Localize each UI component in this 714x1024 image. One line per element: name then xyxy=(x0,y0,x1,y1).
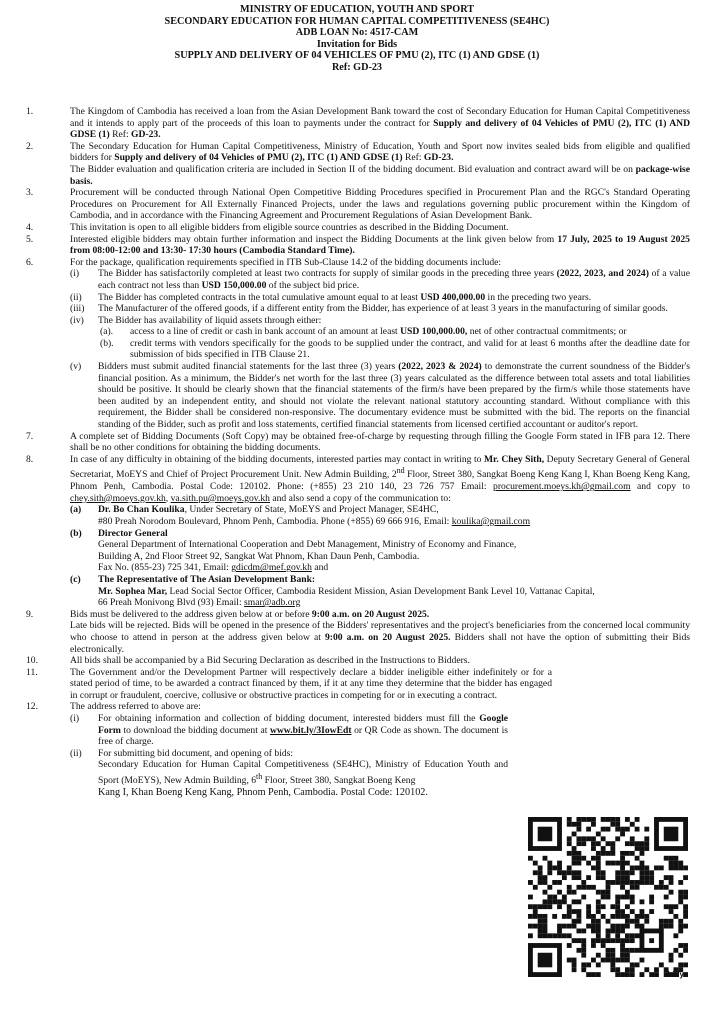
paragraph-text: Procurement will be conducted through National Open Competitive Bidding Procedures specified in Procurement Plan and the RGC's Standard Operating Procedures on Procurement for All Externally Financed Projects, under the laws and regulations governing public procurement within the Kingdom of Cambodia, and in accordance with the Financing Agreement and Procurement Regulations of Asian Development Bank. xyxy=(70,187,690,222)
paragraph-text: The address referred to above are: xyxy=(70,701,201,713)
contact-name: Mr. Sophea Mar, xyxy=(98,585,168,597)
item-number: (iii) xyxy=(70,303,85,315)
loan-number: ADB LOAN No: 4517-CAM xyxy=(295,27,419,39)
bold-text: GD-23. xyxy=(131,129,161,141)
paragraph-text: Interested eligible bidders may obtain further information and inspect the Bidding Documents at the link given below from xyxy=(70,233,558,245)
ministry-name: MINISTRY OF EDUCATION, YOUTH AND SPORT xyxy=(240,4,474,15)
koulika-email-link[interactable]: koulika@gmail.com xyxy=(451,515,531,527)
paragraph-number: 12. xyxy=(26,701,38,713)
paragraph-number: 6. xyxy=(26,256,34,268)
bold-text: 9:00 a.m. on 20 August 2025. xyxy=(311,608,430,620)
paragraph-text: For obtaining information and collection of bidding document, interested bidders must fill the xyxy=(98,713,480,725)
paragraph-text: Building A, 2nd Floor Street 92, Sangkat Wat Phnom, Khan Daun Penh, Cambodia. xyxy=(98,550,420,562)
paragraph-text: A complete set of Bidding Documents (Soft Copy) may be obtained free-of-charge by requesting through filling the Google Form stated in IFB para 12. There shall be no other conditions for obtaining the bidding documents. xyxy=(70,430,690,454)
bold-text: (2022, 2023, and 2024) xyxy=(556,268,649,280)
chey-sith-email-link[interactable]: chey.sith@moeys.gov.kh xyxy=(70,492,166,504)
qr-caption: bitly xyxy=(667,970,684,979)
reference-number: Ref: GD-23 xyxy=(331,61,383,73)
paragraph-text: and copy to xyxy=(630,481,690,493)
paragraph-number: 9. xyxy=(26,608,34,620)
gdicdm-email-link[interactable]: gdicdm@mef.gov.kh xyxy=(231,562,312,574)
requirement-iv-b xyxy=(98,338,690,361)
paragraph-number: 3. xyxy=(26,187,34,199)
contact-name: Dr. Bo Chan Koulika xyxy=(98,504,185,516)
paragraph-number: 8. xyxy=(26,453,34,465)
superscript: th xyxy=(256,772,263,782)
contact-a xyxy=(70,504,690,527)
requirement-iv xyxy=(70,315,690,361)
requirement-iv-a xyxy=(98,326,690,338)
paragraph-text: All bids shall be accompanied by a Bid Securing Declaration as described in the Instructions to Bidders. xyxy=(70,655,470,667)
contact-title: The Representative of The Asian Development Bank: xyxy=(98,573,316,585)
item-number: (b). xyxy=(100,337,114,349)
item-number: (c) xyxy=(70,573,81,585)
paragraph-text: net of other contractual commitments; or xyxy=(467,326,627,338)
paragraph-number: 10. xyxy=(26,655,38,667)
paragraph-text: Ref: xyxy=(109,129,132,141)
bold-text: package-wise basis. xyxy=(70,163,690,187)
paragraph-4 xyxy=(26,222,690,234)
paragraph-text: Ref: xyxy=(402,152,424,164)
paragraph-5 xyxy=(26,234,690,257)
paragraph-text: Bids must be delivered to the address given below at or before xyxy=(70,608,312,620)
paragraph-text: Lead Social Sector Officer, Cambodia Resident Mission, Asian Development Bank Level 10, Vattanac Capital, xyxy=(167,585,595,597)
paragraph-text: Late bids will be rejected. Bids will be opened in the presence of the Bidders' representatives and the project's beneficiaries from the concerned local community who choose to attend in person at the address given below at xyxy=(70,620,690,643)
paragraph-12 xyxy=(26,701,690,798)
paragraph-text: #80 Preah Norodom Boulevard, Phnom Penh, Cambodia. Phone (+855) 69 666 916, Email: xyxy=(98,515,452,527)
paragraph-text: Bidders shall not have the option of submitting their Bids electronically. xyxy=(70,631,690,655)
document-header xyxy=(0,0,714,74)
requirement-iii xyxy=(70,303,690,315)
paragraph-text: of the subject bid price. xyxy=(266,279,360,291)
paragraph-text: of a value each contract not less than xyxy=(98,268,690,291)
paragraph-number: 4. xyxy=(26,221,34,233)
address-i xyxy=(70,713,508,748)
paragraph-text: The Bidder has availability of liquid assets through either: xyxy=(98,314,322,326)
paragraph-text: to download the bidding document at xyxy=(120,724,270,736)
paragraph-number: 2. xyxy=(26,140,34,152)
bold-text: GD-23. xyxy=(423,152,454,164)
paragraph-8 xyxy=(26,454,690,609)
contact-b xyxy=(70,528,690,574)
paragraph-6 xyxy=(26,257,690,431)
paragraph-text: , Under Secretary of State, MoEYS and Project Manager, SE4HC, xyxy=(184,504,439,516)
item-number: (a) xyxy=(70,504,82,516)
requirement-i xyxy=(70,268,690,291)
paragraph-text: in the preceding two years. xyxy=(485,291,592,303)
va-sith-email-link[interactable]: va.sith.pu@moeys.gov.kh xyxy=(170,492,270,504)
paragraph-9 xyxy=(26,609,690,655)
paragraph-text: access to a line of credit or cash in bank account of an amount at least xyxy=(130,326,401,338)
paragraph-number: 11. xyxy=(26,666,38,678)
item-number: (i) xyxy=(70,713,80,725)
paragraph-number: 7. xyxy=(26,430,34,442)
paragraph-text: Fax No. (855-23) 725 341, Email: xyxy=(98,562,232,574)
paragraph-text: The Bidder has satisfactorily completed at least two contracts for supply of similar goods in the preceding three years xyxy=(98,268,557,280)
bold-text: Google Form xyxy=(98,713,508,736)
paragraph-text: The Bidder has completed contracts in the total cumulative amount equal to at least xyxy=(98,291,421,303)
paragraph-text: and also send a copy of the communication to: xyxy=(269,492,451,504)
bold-text: Supply and delivery of 04 Vehicles of PMU (2), ITC (1) AND GDSE (1) xyxy=(114,152,403,164)
qr-code-icon xyxy=(528,817,688,977)
item-number: (i) xyxy=(70,268,80,280)
paragraph-1 xyxy=(26,106,690,141)
bold-text: Supply and delivery of 04 Vehicles of PMU (2), ITC (1) AND GDSE (1) xyxy=(70,117,690,141)
requirement-v xyxy=(70,361,690,431)
bold-text: USD 150,000.00 xyxy=(201,279,267,291)
bitly-download-link[interactable]: www.bit.ly/3IowEdt xyxy=(269,724,352,736)
paragraph-text: In case of any difficulty in obtaining of the bidding documents, interested parties may contact in writing to xyxy=(70,453,484,465)
package-title: SUPPLY AND DELIVERY OF 04 VEHICLES OF PMU (2), ITC (1) AND GDSE (1) xyxy=(174,50,540,62)
paragraph-text: 66 Preah Monivong Blvd (93) Email: xyxy=(98,597,245,609)
contact-c xyxy=(70,574,690,609)
paragraph-number: 5. xyxy=(26,233,34,245)
bold-text: 17 July, 2025 to 19 August 2025 from 08:00-12:00 and 13:30- 17:30 hours (Cambodia Standard Time). xyxy=(70,233,690,257)
paragraph-text: The Bidder evaluation and qualification criteria are included in Section II of the bidding document. Bid evaluation and contract award will be on xyxy=(70,163,636,175)
paragraph-text: Secondary Education for Human Capital Competitiveness (SE4HC), Ministry of Education Youth and Sport (MoEYS), New Admin Building, 6 xyxy=(98,759,508,787)
paragraph-3 xyxy=(26,187,690,222)
paragraph-text: The Secondary Education for Human Capital Competitiveness, Ministry of Education, Youth and Sport now invites sealed bids from eligible and qualified bidders for xyxy=(70,140,690,164)
bold-text: USD 100,000.00, xyxy=(400,326,468,338)
paragraph-text: and xyxy=(311,562,329,574)
paragraph-text: credit terms with vendors specifically for the goods to be supplied under the contract, and valid for at least 6 months after the deadline date for submission of bids specified in ITB Clause 21. xyxy=(130,337,690,361)
paragraph-number: 1. xyxy=(26,106,34,117)
item-number: (b) xyxy=(70,527,82,539)
item-number: (ii) xyxy=(70,747,82,759)
document-title: Invitation for Bids xyxy=(316,38,398,50)
qr-code[interactable] xyxy=(528,817,688,977)
requirement-ii xyxy=(70,292,690,304)
paragraph-text: For submitting bid document, and opening of bids: xyxy=(98,747,294,759)
item-number: (iv) xyxy=(70,314,84,326)
paragraph-text: Deputy Secretary General of General Secretariat, MoEYS and Chief of Project Procurement Unit. New Admin Building, 2 xyxy=(70,453,690,481)
paragraph-text: Floor, Street 380, Sangkat Boeng Keng Kang I, Khan Boeng Keng Kang, Phnom Penh, Cambodia. Postal Code: 120102. Phone: (+855) 23 210 140, 23 726 757 Email: xyxy=(70,469,690,493)
paragraph-text: General Department of International Cooperation and Debt Management, Ministry of Economy and Finance, xyxy=(98,539,517,551)
item-number: (v) xyxy=(70,361,82,373)
paragraph-text: Floor, Street 380, Sangkat Boeng Keng xyxy=(262,775,416,787)
paragraph-text: Bidders must submit audited financial statements for the last three (3) years xyxy=(98,361,399,373)
paragraph-text: , xyxy=(165,492,171,504)
bold-text: USD 400,000.00 xyxy=(420,291,486,303)
item-number: (a). xyxy=(100,326,114,338)
address-last-line: Kang I, Khan Boeng Keng Kang, Phnom Penh, Cambodia. Postal Code: 120102. xyxy=(98,786,428,798)
paragraph-text: or QR Code as shown. The document is free of charge. xyxy=(98,724,508,748)
bold-text: 9:00 a.m. on 20 August 2025. xyxy=(324,631,451,643)
paragraph-text: The Kingdom of Cambodia has received a loan from the Asian Development Bank toward the cost of Secondary Education for Human Capital Competitiveness and it intends to apply part of the proceeds of this loan to payments under the contract for xyxy=(70,106,690,129)
paragraph-text: to demonstrate the current soundness of the Bidder's financial position. As a minimum, the Bidder's net worth for the last three (3) years calculated as the difference between total assets and total liabilities should be positive. It should be clearly shown that the financial statements of the firm/s have been prepared by the firm/s while those statements have been audited by an independent entity, and should not violate the relevant national statutory accounting standard. Without compliance with this requirement, the Bidder shall be considered non-responsive. The documentary evidence must be submitted with the bid. The reports on the financial standing of the Bidder, such as profit and loss statements, certified financial statements from licensed certified accountant or auditor's report. xyxy=(98,361,690,431)
paragraph-2 xyxy=(26,141,690,187)
procurement-email-link[interactable]: procurement.moeys.kh@gmail.com xyxy=(493,481,631,493)
paragraph-text: This invitation is open to all eligible bidders from eligible source countries as described in the Bidding Document. xyxy=(70,221,509,233)
paragraph-text: The Manufacturer of the offered goods, if a different entity from the Bidder, has experience of at least 3 years in the manufacturing of similar goods. xyxy=(98,303,668,315)
paragraph-7 xyxy=(26,431,690,454)
paragraph-11 xyxy=(26,667,552,702)
paragraph-text: For the package, qualification requirements specified in ITB Sub-Clause 14.2 of the bidding documents include: xyxy=(70,256,502,268)
contact-name: Mr. Chey Sith, xyxy=(483,453,545,465)
bold-text: (2022, 2023 & 2024) xyxy=(398,361,482,373)
adb-email-link[interactable]: smar@adb.org xyxy=(244,597,301,609)
superscript: nd xyxy=(396,466,405,476)
address-ii xyxy=(70,748,508,787)
contact-title: Director General xyxy=(98,527,168,539)
paragraph-10 xyxy=(26,655,690,667)
evaluation-note xyxy=(70,164,690,187)
item-number: (ii) xyxy=(70,291,82,303)
document-body xyxy=(26,106,690,798)
paragraph-text: The Government and/or the Development Partner will respectively declare a bidder ineligible either indefinitely or for a stated period of time, to be awarded a contract financed by them, if it at any time they determine that the bidder has engaged in corrupt or fraudulent, coercive, collusive or obstructive practices in competing for or in executing a contract. xyxy=(70,666,552,701)
project-name: SECONDARY EDUCATION FOR HUMAN CAPITAL COMPETITIVENESS (SE4HC) xyxy=(164,15,550,27)
